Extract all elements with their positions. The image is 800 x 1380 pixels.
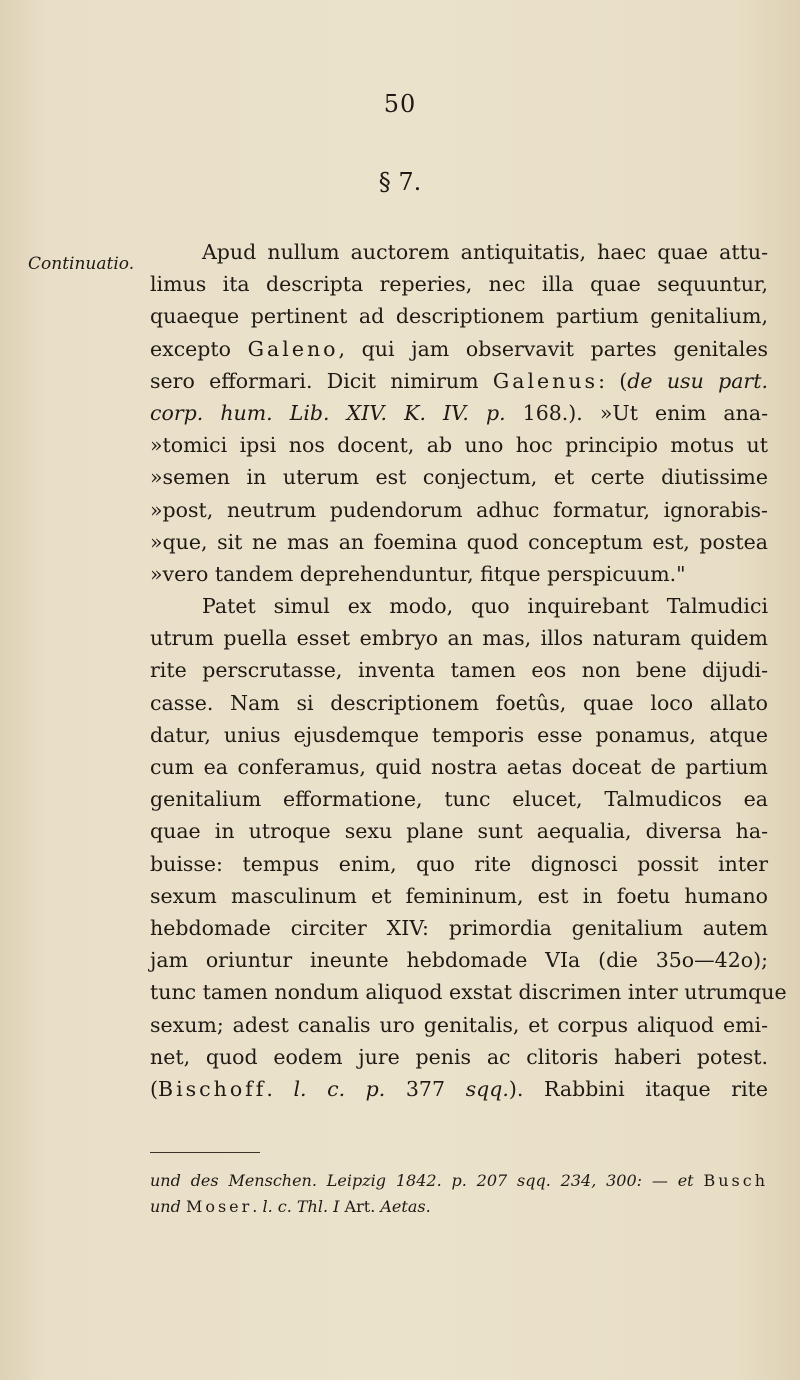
text-line: Apud nullum auctorem antiquitatis, haec quae attu- [202, 240, 768, 264]
text-line: »tomici ipsi nos docent, ab uno hoc principio motus ut [150, 433, 768, 458]
page-number: 50 [383, 90, 417, 118]
footnote-rule [150, 1152, 260, 1153]
text-line: »vero tandem deprehenduntur, fitque perspicuum." [150, 561, 686, 586]
text-line: limus ita descripta reperies, nec illa quae sequuntur, [150, 272, 768, 297]
spaced-name: Busch [703, 1171, 768, 1190]
text-line: jam oriuntur ineunte hebdomade VIa (die 35o—42o); [150, 948, 768, 973]
text-line: sexum; adest canalis uro genitalis, et corpus aliquod emi- [150, 1012, 768, 1037]
text-line: net, quod eodem jure penis ac clitoris haberi potest. [150, 1044, 768, 1069]
italic-ref: de usu part. [627, 368, 768, 393]
spaced-name: Galeno [247, 336, 339, 361]
spaced-name: Bischoff [158, 1076, 267, 1101]
footnotes [150, 1168, 768, 1220]
text-line: »que, sit ne mas an foemina quod conceptum est, postea [150, 529, 768, 554]
italic-ref: sqq. [465, 1076, 509, 1101]
text-line: corp. hum. Lib. XIV. K. IV. p. 168.). »Ut enim ana- [150, 400, 768, 425]
italic-ref: l. c. Thl. I [262, 1197, 340, 1216]
section-heading: § 7. [378, 168, 422, 196]
body-text [150, 236, 787, 1105]
text-line: Patet simul ex modo, quo inquirebant Talmudici [202, 594, 768, 619]
text-line: buisse: tempus enim, quo rite dignosci possit inter [150, 851, 768, 876]
text-line: (Bischoff. l. c. p. 377 sqq.). Rabbini itaque rite [150, 1076, 768, 1101]
text-line: excepto Galeno, qui jam observavit partes genitales [150, 336, 769, 361]
spaced-name: Moser [185, 1197, 253, 1216]
italic-ref: corp. hum. Lib. XIV. K. IV. p. [150, 400, 506, 425]
text-line: hebdomade circiter XIV: primordia genitalium autem [150, 915, 768, 940]
footnote-line: und Moser. l. c. Thl. I Art. Aetas. [150, 1197, 431, 1216]
text-line: utrum puella esset embryo an mas, illos naturam quidem [150, 626, 768, 651]
text-line: sexum masculinum et femininum, est in foetu humano [150, 883, 768, 908]
text-line: cum ea conferamus, quid nostra aetas doceat de partium [150, 755, 768, 779]
text-line: sero efformari. Dicit nimirum Galenus: (de usu part. [150, 368, 768, 393]
margin-note: Continuatio. [28, 254, 135, 274]
italic-ref: und des Menschen. Leipzig 1842. p. 207 sqq. 234, 300: — et [150, 1171, 704, 1190]
footnote-line [150, 1168, 768, 1194]
text-line: rite perscrutasse, inventa tamen eos non bene dijudi- [150, 658, 768, 683]
text-line: »semen in uterum est conjectum, et certe diutissime [150, 465, 768, 490]
text-line: casse. Nam si descriptionem foetûs, quae loco allato [150, 690, 768, 715]
text-line: quae in utroque sexu plane sunt aequalia, diversa ha- [150, 819, 768, 844]
text-line: quaeque pertinent ad descriptionem partium genitalium, [150, 304, 768, 329]
spaced-name: Galenus [492, 368, 599, 393]
text-line: datur, unius ejusdemque temporis esse ponamus, atque [150, 722, 768, 747]
italic-ref: Aetas. [380, 1197, 431, 1216]
text-line: »post, neutrum pudendorum adhuc formatur, ignorabis- [150, 497, 768, 522]
italic-ref: l. c. p. [293, 1076, 386, 1101]
text-line: genitalium efformatione, tunc elucet, Talmudicos ea [150, 787, 768, 812]
text-line: tunc tamen nondum aliquod exstat discrimen inter utrumque [150, 980, 787, 1005]
